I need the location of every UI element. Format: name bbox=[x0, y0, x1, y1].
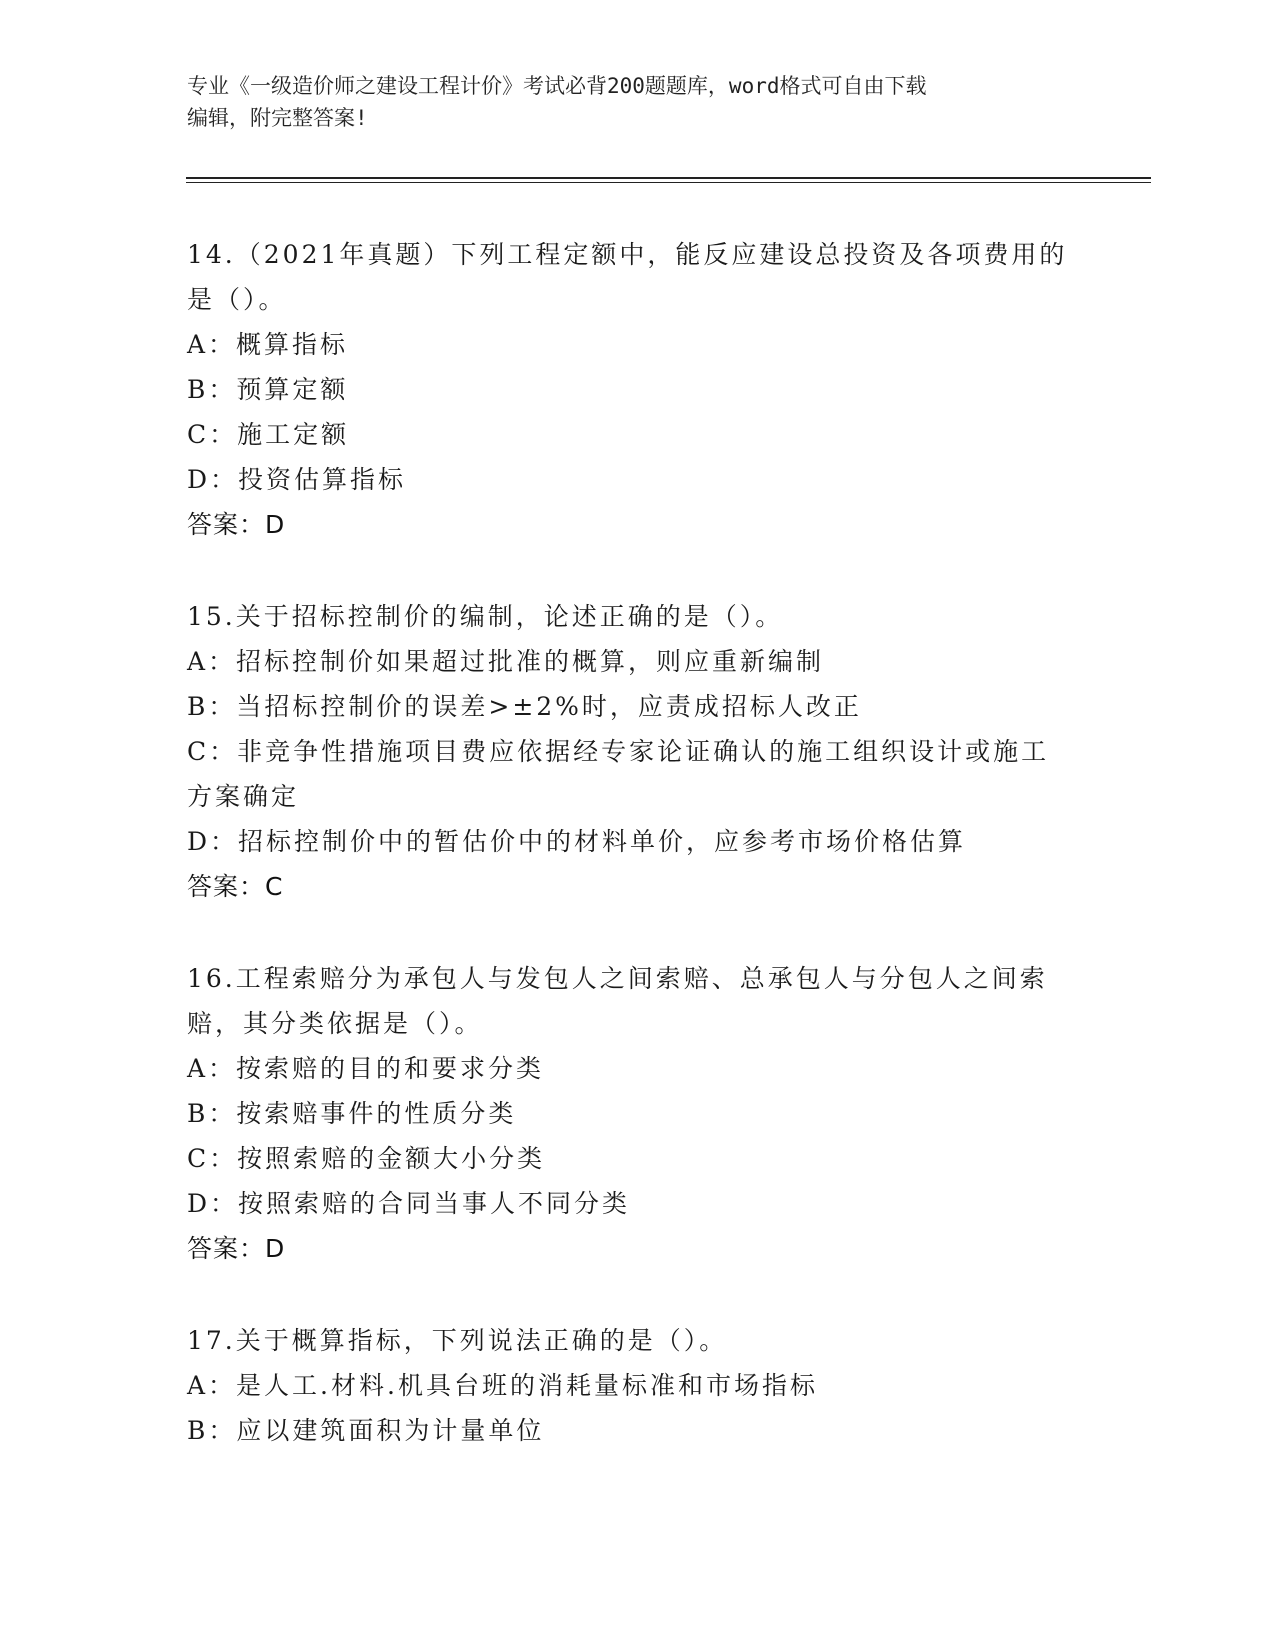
question-list bbox=[187, 232, 1087, 1453]
option-d: D：按照索赔的合同当事人不同分类 bbox=[187, 1189, 631, 1218]
question-stem: 14.（2021年真题）下列工程定额中，能反应建设总投资及各项费用的 bbox=[187, 240, 1068, 269]
answer: 答案：C bbox=[187, 872, 284, 901]
option-b: B：当招标控制价的误差>±2%时，应责成招标人改正 bbox=[187, 692, 862, 721]
question-15 bbox=[187, 594, 1087, 909]
option-b: B：预算定额 bbox=[187, 375, 349, 404]
question-stem: 16.工程索赔分为承包人与发包人之间索赔、总承包人与分包人之间索 bbox=[187, 964, 1048, 993]
option-b: B：按索赔事件的性质分类 bbox=[187, 1099, 517, 1128]
option-c: C：按照索赔的金额大小分类 bbox=[187, 1144, 546, 1173]
header-divider-top bbox=[186, 177, 1151, 179]
header-line-2: 编辑，附完整答案! bbox=[187, 106, 368, 130]
question-16 bbox=[187, 956, 1087, 1271]
document-header bbox=[187, 70, 1087, 134]
option-a: A：是人工.材料.机具台班的消耗量标准和市场指标 bbox=[187, 1371, 818, 1400]
option-a: A：招标控制价如果超过批准的概算，则应重新编制 bbox=[187, 647, 825, 676]
question-17 bbox=[187, 1318, 1087, 1453]
question-14 bbox=[187, 232, 1087, 547]
option-a: A：概算指标 bbox=[187, 330, 349, 359]
option-b: B：应以建筑面积为计量单位 bbox=[187, 1416, 545, 1445]
question-stem: 15.关于招标控制价的编制，论述正确的是（）。 bbox=[187, 602, 784, 631]
answer: 答案：D bbox=[187, 1234, 286, 1263]
option-a: A：按索赔的目的和要求分类 bbox=[187, 1054, 545, 1083]
header-divider-bottom bbox=[186, 182, 1151, 183]
option-c-continued: 方案确定 bbox=[187, 782, 300, 811]
question-stem: 是（）。 bbox=[187, 285, 287, 314]
option-d: D：投资估算指标 bbox=[187, 465, 407, 494]
option-c: C：非竞争性措施项目费应依据经专家论证确认的施工组织设计或施工 bbox=[187, 737, 1050, 766]
option-c: C：施工定额 bbox=[187, 420, 350, 449]
question-stem: 17.关于概算指标，下列说法正确的是（）。 bbox=[187, 1326, 728, 1355]
option-d: D：招标控制价中的暂估价中的材料单价，应参考市场价格估算 bbox=[187, 827, 967, 856]
question-stem: 赔，其分类依据是（）。 bbox=[187, 1009, 483, 1038]
answer: 答案：D bbox=[187, 510, 286, 539]
header-line-1: 专业《一级造价师之建设工程计价》考试必背200题题库，word格式可自由下载 bbox=[187, 74, 927, 98]
